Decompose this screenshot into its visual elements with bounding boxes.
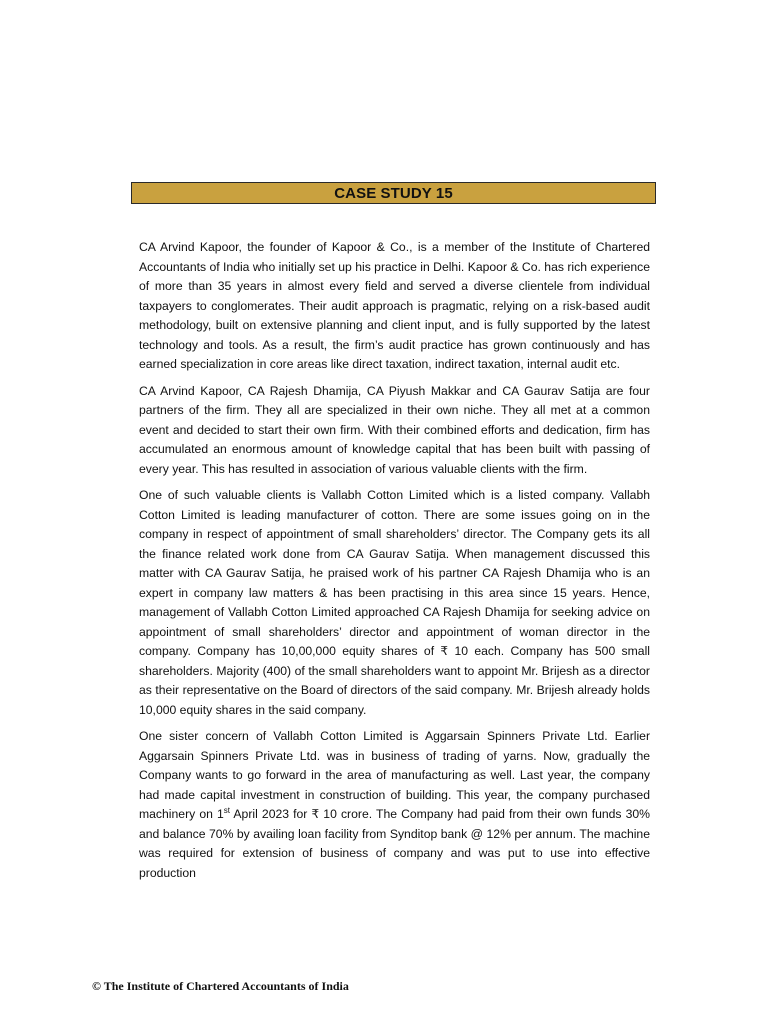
copyright-footer: © The Institute of Chartered Accountants of India — [92, 979, 349, 993]
paragraph-2: CA Arvind Kapoor, CA Rajesh Dhamija, CA Piyush Makkar and CA Gaurav Satija are four partners of the firm. They all are specialized in their own niche. They all met at a common event and decided to start their own firm. With their combined efforts and dedication, firm has accumulated an enormous amount of knowledge capital that has been built with passing of every year. This has resulted in association of various valuable clients with the firm. — [139, 383, 650, 476]
case-study-title-bar — [131, 182, 656, 204]
paragraph-4-part-2: April 2023 for ₹ 10 crore. The Company had paid from their own funds 30% and balance 70% by availing loan facility from Synditop bank @ 12% per annum. The machine was required for extension of business of company and was put to use into effective production — [139, 807, 651, 880]
ordinal-superscript: st — [223, 805, 230, 815]
paragraph-1: CA Arvind Kapoor, the founder of Kapoor & Co., is a member of the Institute of Chartered Accountants of India who initially set up his practice in Delhi. Kapoor & Co. has rich experience of more than 35 years in almost every field and served a diverse clientele from individual taxpayers to conglomerates. Their audit approach is pragmatic, relying on a risk-based audit methodology, built on extensive planning and client input, and is fully supported by the latest technology and tools. As a result, the firm’s audit practice has grown continuously and has earned specialization in core areas like direct taxation, indirect taxation, internal audit etc. — [139, 240, 650, 371]
case-study-body — [139, 238, 650, 890]
paragraph-4-part-1: One sister concern of Vallabh Cotton Limited is Aggarsain Spinners Private Ltd. Earlier Aggarsain Spinners Private Ltd. was in business of trading of yarns. Now, gradually the Company wants to go forward in the area of manufacturing as well. Last year, the company had made capital investment in construction of building. This year, the company purchased machinery on 1 — [139, 729, 650, 821]
paragraph-3: One of such valuable clients is Vallabh Cotton Limited which is a listed company. Vallabh Cotton Limited is leading manufacturer of cotton. There are some issues going on in the company in respect of appointment of small shareholders’ director. The Company gets its all the finance related work done from CA Gaurav Satija. When management discussed this matter with CA Gaurav Satija, he praised work of his partner CA Rajesh Dhamija who is an expert in company law matters & has been practising in this area since 15 years. Hence, management of Vallabh Cotton Limited approached CA Rajesh Dhamija for seeking advice on appointment of small shareholders’ director and appointment of woman director in the company. Company has 10,00,000 equity shares of ₹ 10 each. Company has 500 small shareholders. Majority (400) of the small shareholders want to appoint Mr. Brijesh as a director as their representative on the Board of directors of the said company. Mr. Brijesh already holds 10,000 equity shares in the said company. — [139, 488, 650, 717]
paragraph-4 — [139, 727, 650, 883]
page-title: CASE STUDY 15 — [334, 184, 453, 202]
